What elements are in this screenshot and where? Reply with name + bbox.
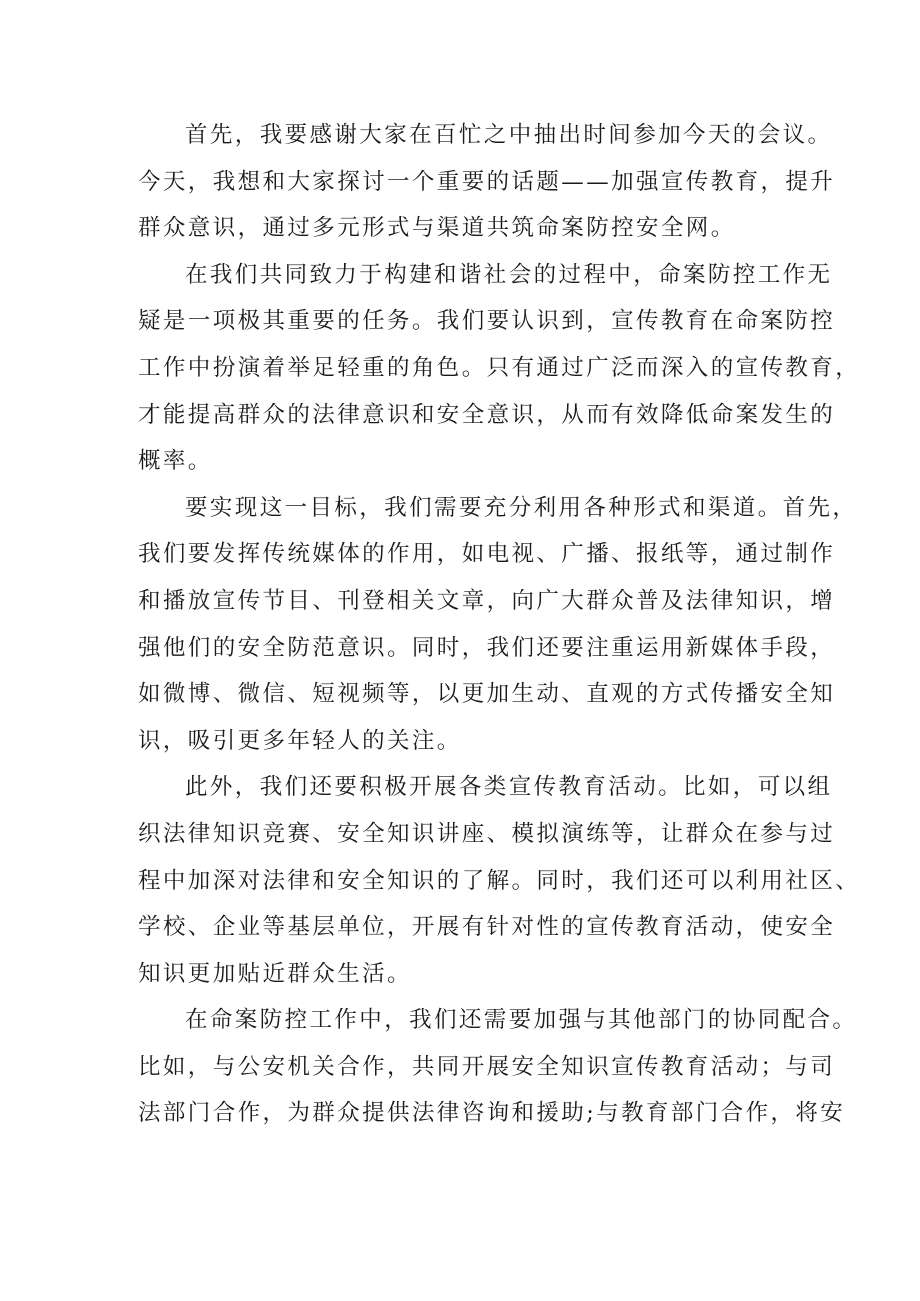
paragraph-5 [138, 997, 858, 1137]
paragraph-line: 比如，与公安机关合作，共同开展安全知识宣传教育活动；与司 [138, 1053, 836, 1080]
paragraph-line: 程中加深对法律和安全知识的了解。同时，我们还可以利用社区、 [138, 867, 861, 894]
document-body [138, 112, 861, 1137]
paragraph-3 [138, 485, 858, 765]
paragraph-line: 此外，我们还要积极开展各类宣传教育活动。比如，可以组 [185, 774, 833, 801]
paragraph-line: 在命案防控工作中，我们还需要加强与其他部门的协同配合。 [185, 1007, 858, 1034]
paragraph-line: 才能提高群众的法律意识和安全意识，从而有效降低命案发生的 [138, 401, 836, 428]
paragraph-line: 工作中扮演着举足轻重的角色。只有通过广泛而深入的宣传教育， [138, 354, 861, 381]
paragraph-1 [138, 112, 836, 252]
paragraph-line: 学校、企业等基层单位，开展有针对性的宣传教育活动，使安全 [138, 914, 836, 941]
paragraph-line: 概率。 [138, 448, 213, 475]
paragraph-line: 疑是一项极其重要的任务。我们要认识到，宣传教育在命案防控 [138, 308, 836, 335]
paragraph-line: 在我们共同致力于构建和谐社会的过程中，命案防控工作无 [185, 261, 833, 288]
paragraph-line: 强他们的安全防范意识。同时，我们还要注重运用新媒体手段， [138, 634, 836, 661]
paragraph-line: 织法律知识竞赛、安全知识讲座、模拟演练等，让群众在参与过 [138, 820, 836, 847]
paragraph-4 [138, 764, 861, 997]
paragraph-line: 法部门合作，为群众提供法律咨询和援助;与教育部门合作，将安 [138, 1100, 846, 1127]
paragraph-line: 群众意识，通过多元形式与渠道共筑命案防控安全网。 [138, 215, 736, 242]
paragraph-line: 我们要发挥传统媒体的作用，如电视、广播、报纸等，通过制作 [138, 541, 836, 568]
paragraph-line: 首先，我要感谢大家在百忙之中抽出时间参加今天的会议。 [185, 122, 833, 148]
paragraph-2 [138, 252, 861, 485]
paragraph-line: 识，吸引更多年轻人的关注。 [138, 727, 462, 754]
paragraph-line: 要实现这一目标，我们需要充分利用各种形式和渠道。首先， [185, 494, 858, 521]
paragraph-line: 今天，我想和大家探讨一个重要的话题——加强宣传教育，提升 [138, 168, 836, 195]
paragraph-line: 和播放宣传节目、刊登相关文章，向广大群众普及法律知识，增 [138, 587, 836, 614]
paragraph-line: 如微博、微信、短视频等，以更加生动、直观的方式传播安全知 [138, 681, 836, 708]
paragraph-line: 知识更加贴近群众生活。 [138, 960, 412, 987]
